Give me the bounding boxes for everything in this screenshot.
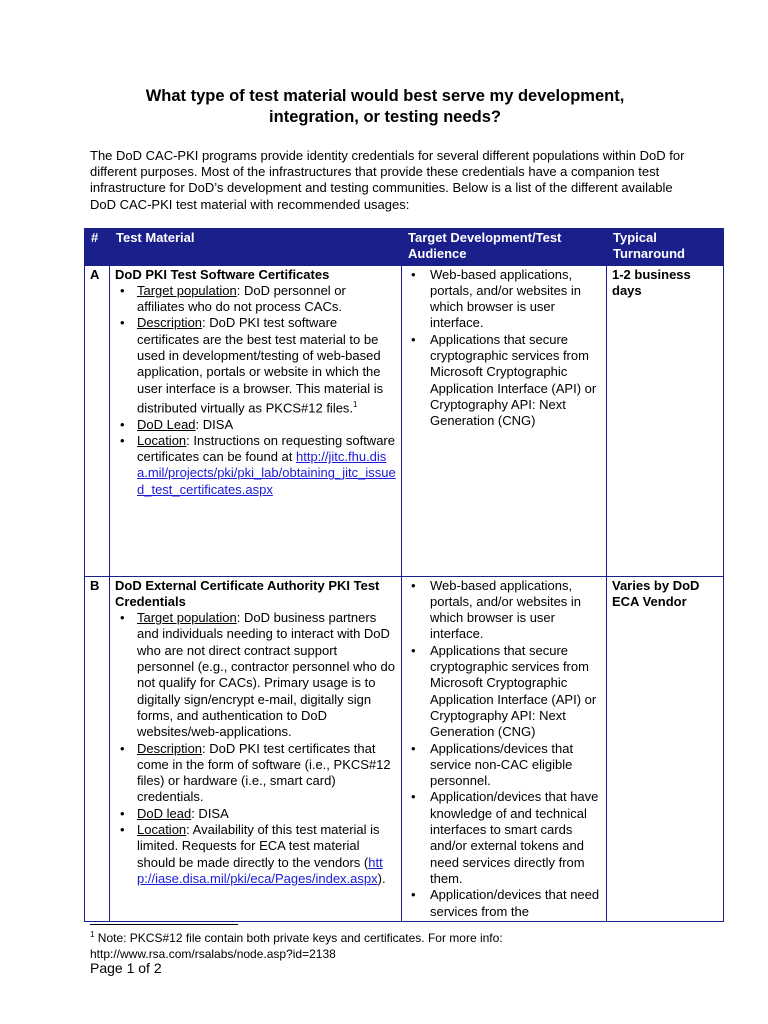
item-text: : DoD PKI test certificates that come in the form of software (i.e., PKCS#12 files) or hardware (i.e., smart card) credentials.	[137, 740, 391, 805]
item-text: : DoD personnel or affiliates who do not process CACs.	[137, 282, 346, 315]
list-item	[137, 283, 396, 316]
test-material-cell	[110, 576, 402, 921]
item-text: : DoD PKI test software certificates are the best test material to be used in development/testing of web-based application, portals or website in which the user interface is a browser. This material is distributed virtually as PKCS#12 files.	[137, 315, 384, 416]
turnaround-cell: 1-2 business days	[607, 265, 724, 576]
item-label: Description	[137, 315, 203, 331]
list-item: • Application/devices that have knowledge of and technical interfaces to smart cards and/or external tokens and need services directly from them.	[430, 789, 601, 887]
list-item	[137, 741, 396, 806]
header-test-material: Test Material	[110, 229, 402, 266]
item-text: : DISA	[195, 416, 234, 432]
list-item: • Web-based applications, portals, and/or websites in which browser is user interface.	[430, 267, 601, 332]
header-number: #	[85, 229, 110, 266]
location-link[interactable]: http://iase.disa.mil/pki/eca/Pages/index.aspx	[137, 854, 383, 886]
intro-paragraph: The DoD CAC-PKI programs provide identity credentials for several different populations within DoD for different purposes. Most of the infrastructures that provide these credentials have a companion test infrastructure for DoD’s development and testing communities. Below is a list of the different available DoD CAC-PKI test material with recommended usages:	[90, 148, 685, 212]
list-item	[137, 610, 396, 740]
footnote-marker: 1	[90, 930, 95, 939]
item-text: : Availability of this test material is limited. Requests for ECA test material should be made directly to the vendors (	[137, 822, 380, 870]
footnote-text: Note: PKCS#12 file contain both private keys and certificates. For more info:	[94, 931, 503, 945]
footnote-line-2: http://www.rsa.com/rsalabs/node.asp?id=2138	[90, 947, 336, 961]
list-item: • Web-based applications, portals, and/or websites in which browser is user interface.	[430, 578, 601, 643]
title-line-1: What type of test material would best serve my development,	[145, 87, 625, 105]
item-text-after: ).	[377, 870, 386, 886]
item-text: : Instructions on requesting software certificates can be found at	[137, 432, 395, 465]
list-item	[137, 806, 396, 822]
list-item: • Applications that secure cryptographic services from Microsoft Cryptographic Application Interface (API) or Cryptography API: Next Generation (CNG)	[430, 643, 601, 741]
page-number: Page 1 of 2	[90, 960, 162, 976]
list-item: • Applications/devices that service non-CAC eligible personnel.	[430, 741, 601, 790]
item-label: Location	[137, 432, 187, 448]
footnote-ref: 1	[353, 399, 358, 409]
material-title: DoD External Certificate Authority PKI Test Credentials	[115, 577, 380, 609]
item-label: DoD Lead	[137, 416, 196, 432]
footnote-line-1	[90, 927, 690, 946]
list-item: • Applications that secure cryptographic services from Microsoft Cryptographic Application Interface (API) or Cryptography API: Next Generation (CNG)	[430, 332, 601, 430]
item-label: Target population	[137, 610, 237, 626]
header-audience: Target Development/Test Audience	[402, 229, 607, 266]
row-letter: B	[85, 576, 110, 921]
footnote	[90, 927, 690, 962]
row-letter: A	[85, 265, 110, 576]
turnaround-cell: Varies by DoD ECA Vendor	[607, 576, 724, 921]
header-turnaround: Typical Turnaround	[607, 229, 724, 266]
material-title: DoD PKI Test Software Certificates	[115, 266, 330, 282]
list-item	[137, 822, 396, 887]
test-material-table	[84, 228, 724, 922]
location-link[interactable]: http://jitc.fhu.disa.mil/projects/pki/pki_lab/obtaining_jitc_issued_test_certificates.aspx	[137, 449, 396, 497]
audience-cell	[402, 576, 607, 921]
item-text: : DoD business partners and individuals needing to interact with DoD who are not direct contract support personnel (e.g., contractor personnel who do not qualify for CACs). Primary usage is to digitally sign/encrypt e-mail, digitally sign forms, and authentication to DoD websites/web-applications.	[137, 610, 395, 740]
list-item: • Application/devices that need services from the	[430, 887, 601, 920]
item-label: Description	[137, 740, 203, 756]
item-text: : DISA	[191, 805, 229, 821]
table-header-row	[85, 229, 724, 266]
page-title	[90, 86, 680, 128]
audience-cell	[402, 265, 607, 576]
table-row	[85, 265, 724, 576]
item-label: Location	[137, 822, 187, 838]
item-label: Target population	[137, 282, 237, 298]
title-line-2: integration, or testing needs?	[269, 108, 501, 126]
list-item	[137, 433, 396, 498]
table-row	[85, 576, 724, 921]
test-material-cell	[110, 265, 402, 576]
list-item	[137, 315, 396, 416]
item-label: DoD lead	[137, 805, 192, 821]
footnote-divider	[90, 924, 238, 925]
list-item	[137, 417, 396, 433]
